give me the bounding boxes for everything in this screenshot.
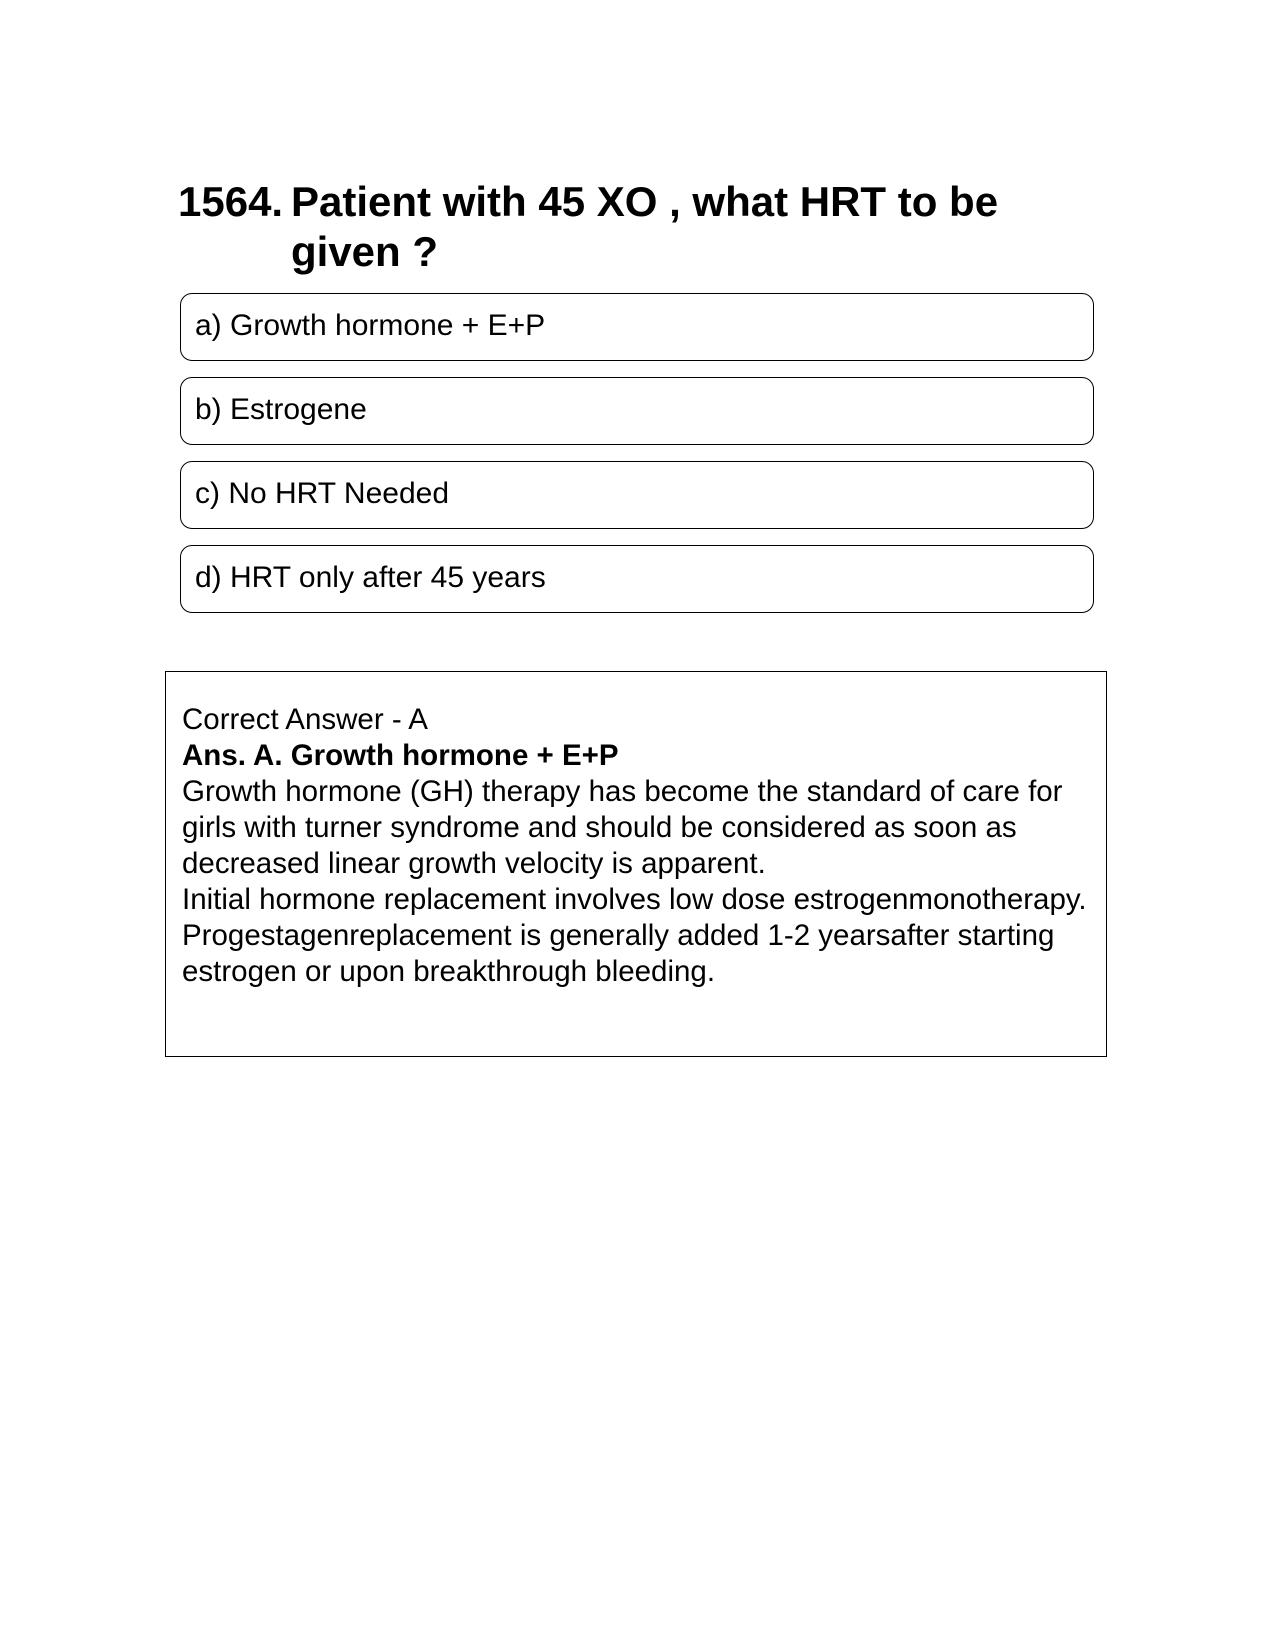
- explanation-paragraph: Progestagenreplacement is generally added 1-2 yearsafter starting estrogen or upon breakthrough bleeding.: [182, 919, 1055, 988]
- question-heading: [178, 177, 1078, 277]
- option-c[interactable]: c) No HRT Needed: [180, 461, 1094, 529]
- question-number: 1564.: [178, 178, 284, 225]
- question-text: Patient with 45 XO , what HRT to be given ?: [291, 178, 999, 275]
- answer-heading: Ans. A. Growth hormone + E+P: [182, 739, 619, 772]
- explanation-paragraph: Initial hormone replacement involves low dose estrogenmonotherapy.: [182, 883, 1087, 916]
- option-d[interactable]: d) HRT only after 45 years: [180, 545, 1094, 613]
- explanation-paragraph: Growth hormone (GH) therapy has become the standard of care for girls with turner syndrome and should be considered as soon as decreased linear growth velocity is apparent.: [182, 775, 1063, 880]
- options-list: [180, 293, 1094, 629]
- option-b[interactable]: b) Estrogene: [180, 377, 1094, 445]
- correct-answer-label: Correct Answer - A: [182, 703, 428, 736]
- option-a[interactable]: a) Growth hormone + E+P: [180, 293, 1094, 361]
- answer-explanation-box: [165, 671, 1107, 1057]
